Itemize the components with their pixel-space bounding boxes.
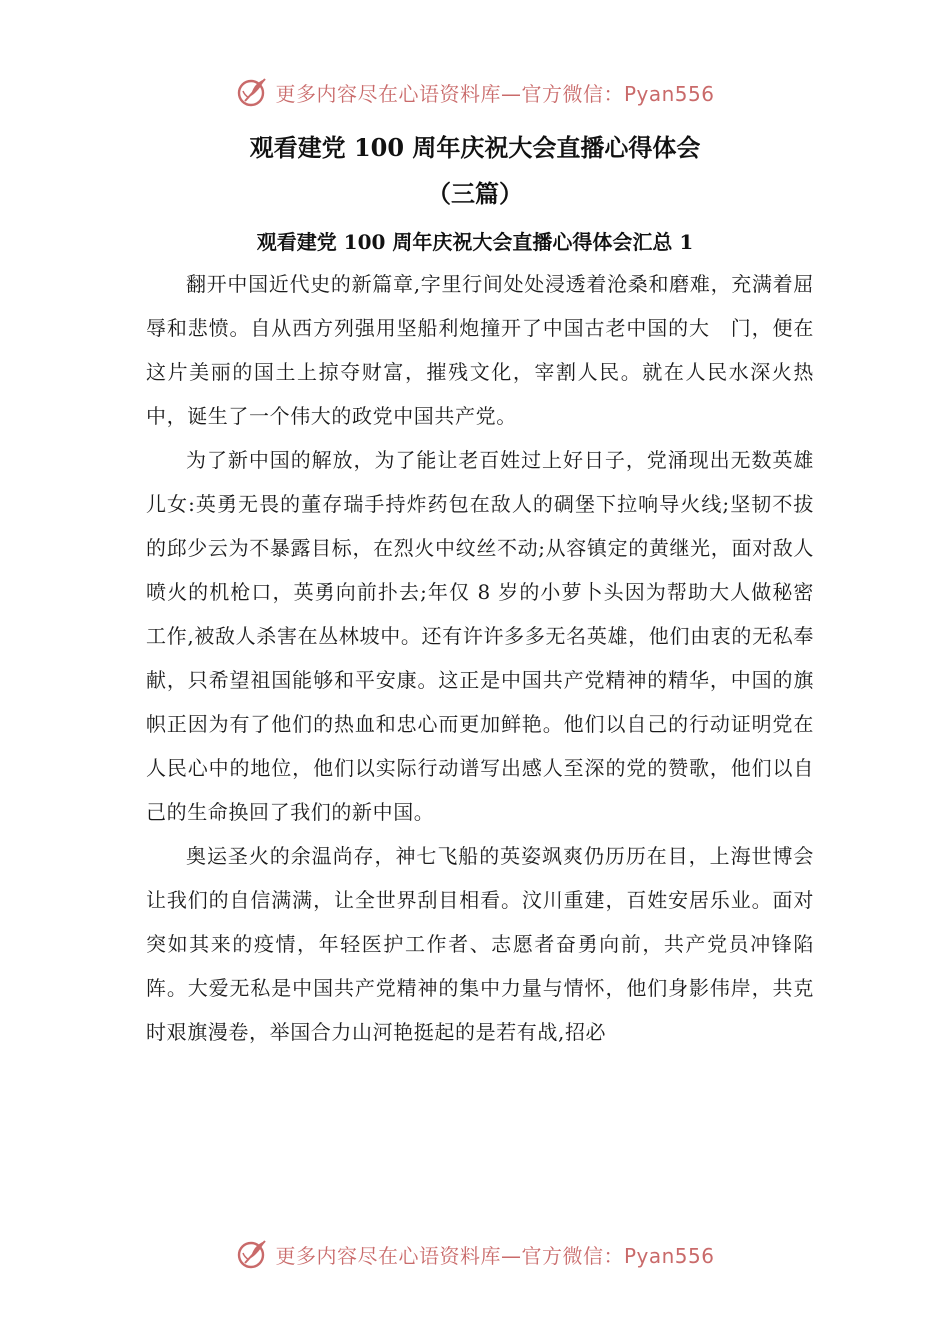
header-watermark	[0, 70, 950, 114]
watermark-text: 更多内容尽在心语资料库—官方微信：Pyan556	[275, 81, 715, 106]
body-paragraph: 奥运圣火的余温尚存，神七飞船的英姿飒爽仍历历在目，上海世博会让我们的自信满满，让全世界刮目相看。汶川重建，百姓安居乐业。面对突如其来的疫情，年轻医护工作者、志愿者奋勇向前，共产党员冲锋陷阵。大爱无私是中国共产党精神的集中力量与情怀，他们身影伟岸，共克时艰旗漫卷，举国合力山河艳挺起的是若有战,招必	[146, 844, 814, 1044]
document-title-suffix: （三篇）	[427, 179, 523, 208]
section-heading: 观看建党 100 周年庆祝大会直播心得体会汇总 1	[256, 230, 694, 254]
document-title: 观看建党 100 周年庆祝大会直播心得体会	[249, 133, 701, 162]
feather-seal-logo-icon	[235, 74, 271, 110]
document-body	[146, 262, 814, 1054]
feather-seal-logo-icon	[235, 1236, 271, 1272]
watermark-text: 更多内容尽在心语资料库—官方微信：Pyan556	[275, 1243, 715, 1268]
body-paragraph: 翻开中国近代史的新篇章,字里行间处处浸透着沧桑和磨难，充满着屈辱和悲愤。自从西方列强用坚船利炮撞开了中国古老中国的大 门，便在这片美丽的国土上掠夺财富，摧残文化，宰割人民。就在人民水深火热中，诞生了一个伟大的政党中国共产党。	[146, 272, 814, 428]
body-paragraph: 为了新中国的解放，为了能让老百姓过上好日子，党涌现出无数英雄儿女:英勇无畏的董存瑞手持炸药包在敌人的碉堡下拉响导火线;坚韧不拔的邱少云为不暴露目标，在烈火中纹丝不动;从容镇定的黄继光，面对敌人喷火的机枪口，英勇向前扑去;年仅 8 岁的小萝卜头因为帮助大人做秘密工作,被敌人杀害在丛林坡中。还有许许多多无名英雄，他们由衷的无私奉献，只希望祖国能够和平安康。这正是中国共产党精神的精华，中国的旗帜正因为有了他们的热血和忠心而更加鲜艳。他们以自己的行动证明党在人民心中的地位，他们以实际行动谱写出感人至深的党的赞歌，他们以自己的生命换回了我们的新中国。	[146, 448, 814, 824]
footer-watermark	[0, 1232, 950, 1276]
